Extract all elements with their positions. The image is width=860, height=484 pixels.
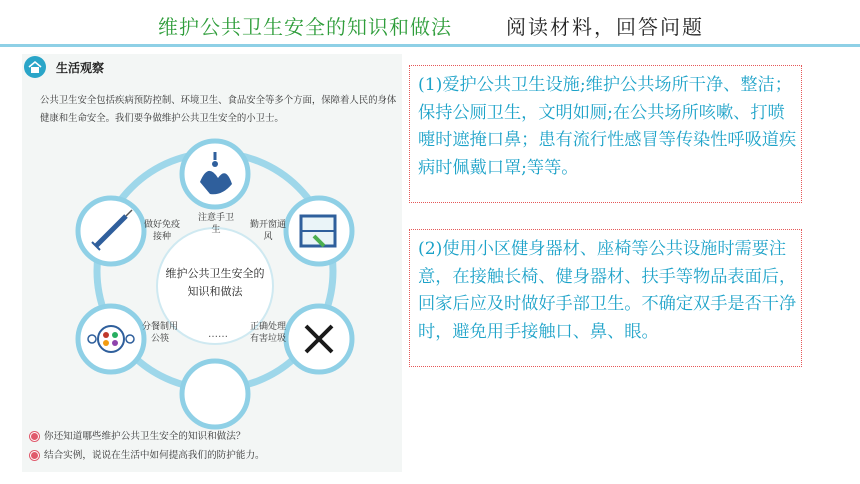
node-label-vaccination: 做好免疫接种 [143, 220, 180, 242]
bullet-icon [30, 432, 39, 441]
question-1-text: 你还知道哪些维护公共卫生安全的知识和做法？ [44, 431, 246, 442]
section-label: 生活观察 [56, 61, 105, 75]
header-divider [0, 44, 860, 47]
house-icon [24, 56, 46, 78]
answer-box-1 [409, 65, 802, 203]
answer-2-text: (2)使用小区健身器材、座椅等公共设施时需要注意，在接触长椅、健身器材、扶手等物品表面后，回家后应及时做好手部卫生。不确定双手是否干净时，避免用手接触口、鼻、眼。 [418, 239, 797, 342]
page-title: 维护公共卫生安全的知识和做法 [158, 15, 452, 39]
header-bar [0, 0, 860, 44]
intro-text: 公共卫生安全包括疾病预防控制、环境卫生、食品安全等多个方面，保障着人民的身体健康和生命安全。我们要争做维护公共卫生安全的小卫士。 [40, 95, 397, 124]
wheel-center-line2: 知识和做法 [187, 285, 243, 298]
question-2 [30, 447, 265, 461]
wheel-center-line1: 维护公共卫生安全的 [165, 267, 265, 280]
answer-1-text: (1)爱护公共卫生设施;维护公共场所干净、整洁；保持公厕卫生，文明如厕;在公共场所咳嗽、打喷嚏时遮掩口鼻；患有流行性感冒等传染性呼吸道疾病时佩戴口罩;等等。 [418, 75, 797, 178]
page-subtitle: 阅读材料，回答问题 [506, 15, 704, 39]
bullet-icon [30, 451, 39, 460]
knowledge-wheel [22, 136, 402, 466]
window-icon [301, 216, 335, 246]
node-label-more: …… [208, 329, 228, 340]
node-label-shared-dishes: 分餐制用公筷 [141, 322, 178, 344]
question-1 [30, 428, 245, 442]
question-2-text: 结合实例，说说在生活中如何提高我们的防护能力。 [44, 450, 265, 461]
textbook-excerpt [22, 54, 402, 472]
wheel-center-title [155, 265, 275, 301]
node-label-hand-hygiene: 注意手卫生 [197, 213, 234, 235]
node-label-ventilation: 勤开窗通风 [249, 220, 286, 242]
answer-box-2 [409, 229, 802, 367]
node-label-hazard-waste: 正确处理有害垃圾 [249, 322, 286, 344]
